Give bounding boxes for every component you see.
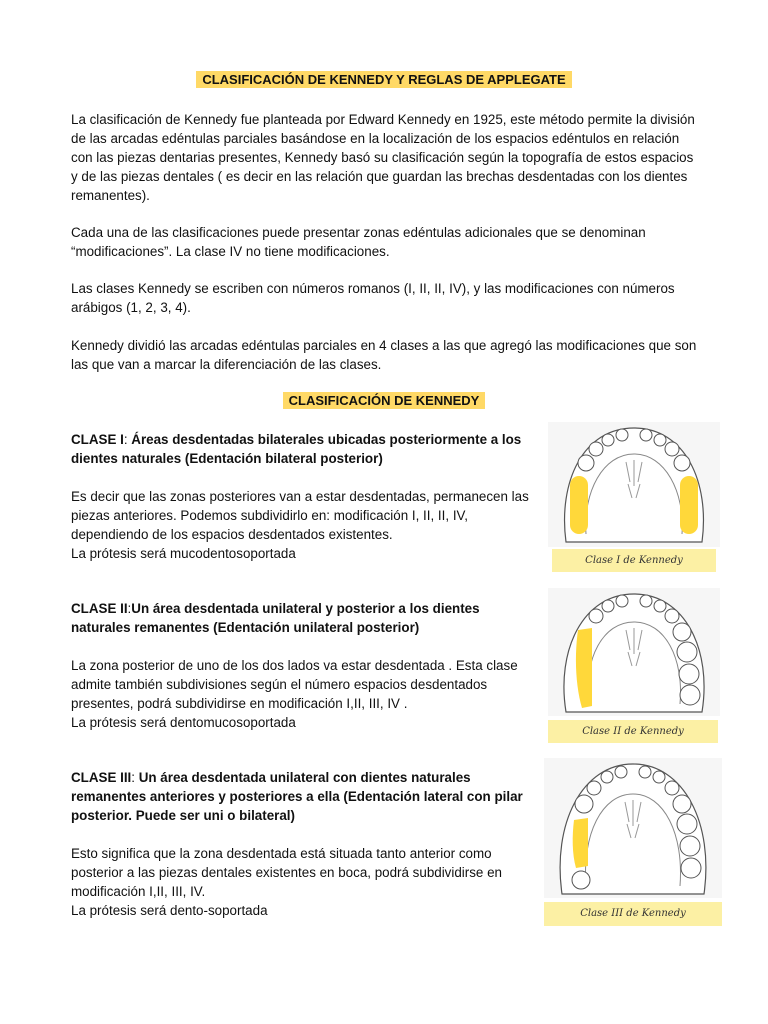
arch-diagram-class-3 — [544, 758, 722, 898]
title-text: CLASIFICACIÓN DE KENNEDY Y REGLAS DE APPLEGATE — [196, 71, 571, 88]
arch-diagram-class-1 — [548, 422, 720, 547]
document-title — [0, 72, 768, 87]
section-subtitle — [0, 393, 768, 408]
class-1-block — [71, 430, 541, 563]
class-3-prosthesis: La prótesis será dento-soportada — [71, 903, 268, 918]
class-1-caption: Clase I de Kennedy — [552, 549, 716, 572]
class-2-block — [71, 599, 541, 732]
intro-paragraph-3: Las clases Kennedy se escriben con números romanos (I, II, II, IV), y las modificaciones con números arábigos (1, 2, 3, 4). — [71, 281, 675, 315]
class-3-caption: Clase III de Kennedy — [544, 902, 722, 926]
arch-diagram-class-2 — [548, 588, 720, 716]
class-3-description: Esto significa que la zona desdentada está situada tanto anterior como posterior a las piezas dentales existentes en boca, podrá subdividirse en modificación I,II, III, IV. — [71, 846, 502, 899]
class-1-prosthesis: La prótesis será mucodentosoportada — [71, 546, 296, 561]
class-2-prosthesis: La prótesis será dentomucosoportada — [71, 715, 296, 730]
class-2-description: La zona posterior de uno de los dos lados va estar desdentada . Esta clase admite también subdivisiones según el número espacios desdentados presentes, podrá subdividirse en modificación I,II, III, IV . — [71, 658, 518, 711]
intro-paragraph-2: Cada una de las clasificaciones puede presentar zonas edéntulas adicionales que se denominan “modificaciones”. La clase IV no tiene modificaciones. — [71, 225, 646, 259]
class-2-heading: CLASE II:Un área desdentada unilateral y posterior a los dientes naturales remanentes (Edentación unilateral posterior) — [71, 601, 480, 635]
subtitle-text: CLASIFICACIÓN DE KENNEDY — [283, 392, 486, 409]
class-3-block — [71, 768, 541, 920]
class-1-figure — [548, 422, 720, 577]
class-2-figure — [548, 588, 720, 748]
class-1-heading: CLASE I: Áreas desdentadas bilaterales ubicadas posteriormente a los dientes naturales (Edentación bilateral posterior) — [71, 432, 522, 466]
class-1-description: Es decir que las zonas posteriores van a estar desdentadas, permanecen las piezas anteriores. Podemos subdividirlo en: modificación I, II, II, IV, dependiendo de los espacios desdentados existentes. — [71, 489, 529, 542]
class-3-figure — [544, 758, 722, 928]
intro-paragraph-4: Kennedy dividió las arcadas edéntulas parciales en 4 clases a las que agregó las modificaciones que son las que van a marcar la diferenciación de las clases. — [71, 338, 697, 372]
class-3-heading: CLASE III: Un área desdentada unilateral con dientes naturales remanentes anteriores y posteriores a ella (Edentación lateral con pilar posterior. Puede ser uni o bilateral) — [71, 770, 523, 823]
class-2-caption: Clase II de Kennedy — [548, 720, 718, 743]
intro-paragraph-1: La clasificación de Kennedy fue planteada por Edward Kennedy en 1925, este método permite la división de las arcadas edéntulas parciales basándose en la localización de los espacios edéntulos en relación con las piezas dentarias presentes, Kennedy basó su clasificación según la topografía de estos espacios y de las piezas dentales ( es decir en las relación que guardan las brechas desdentadas con los dientes remanentes). — [71, 112, 695, 203]
